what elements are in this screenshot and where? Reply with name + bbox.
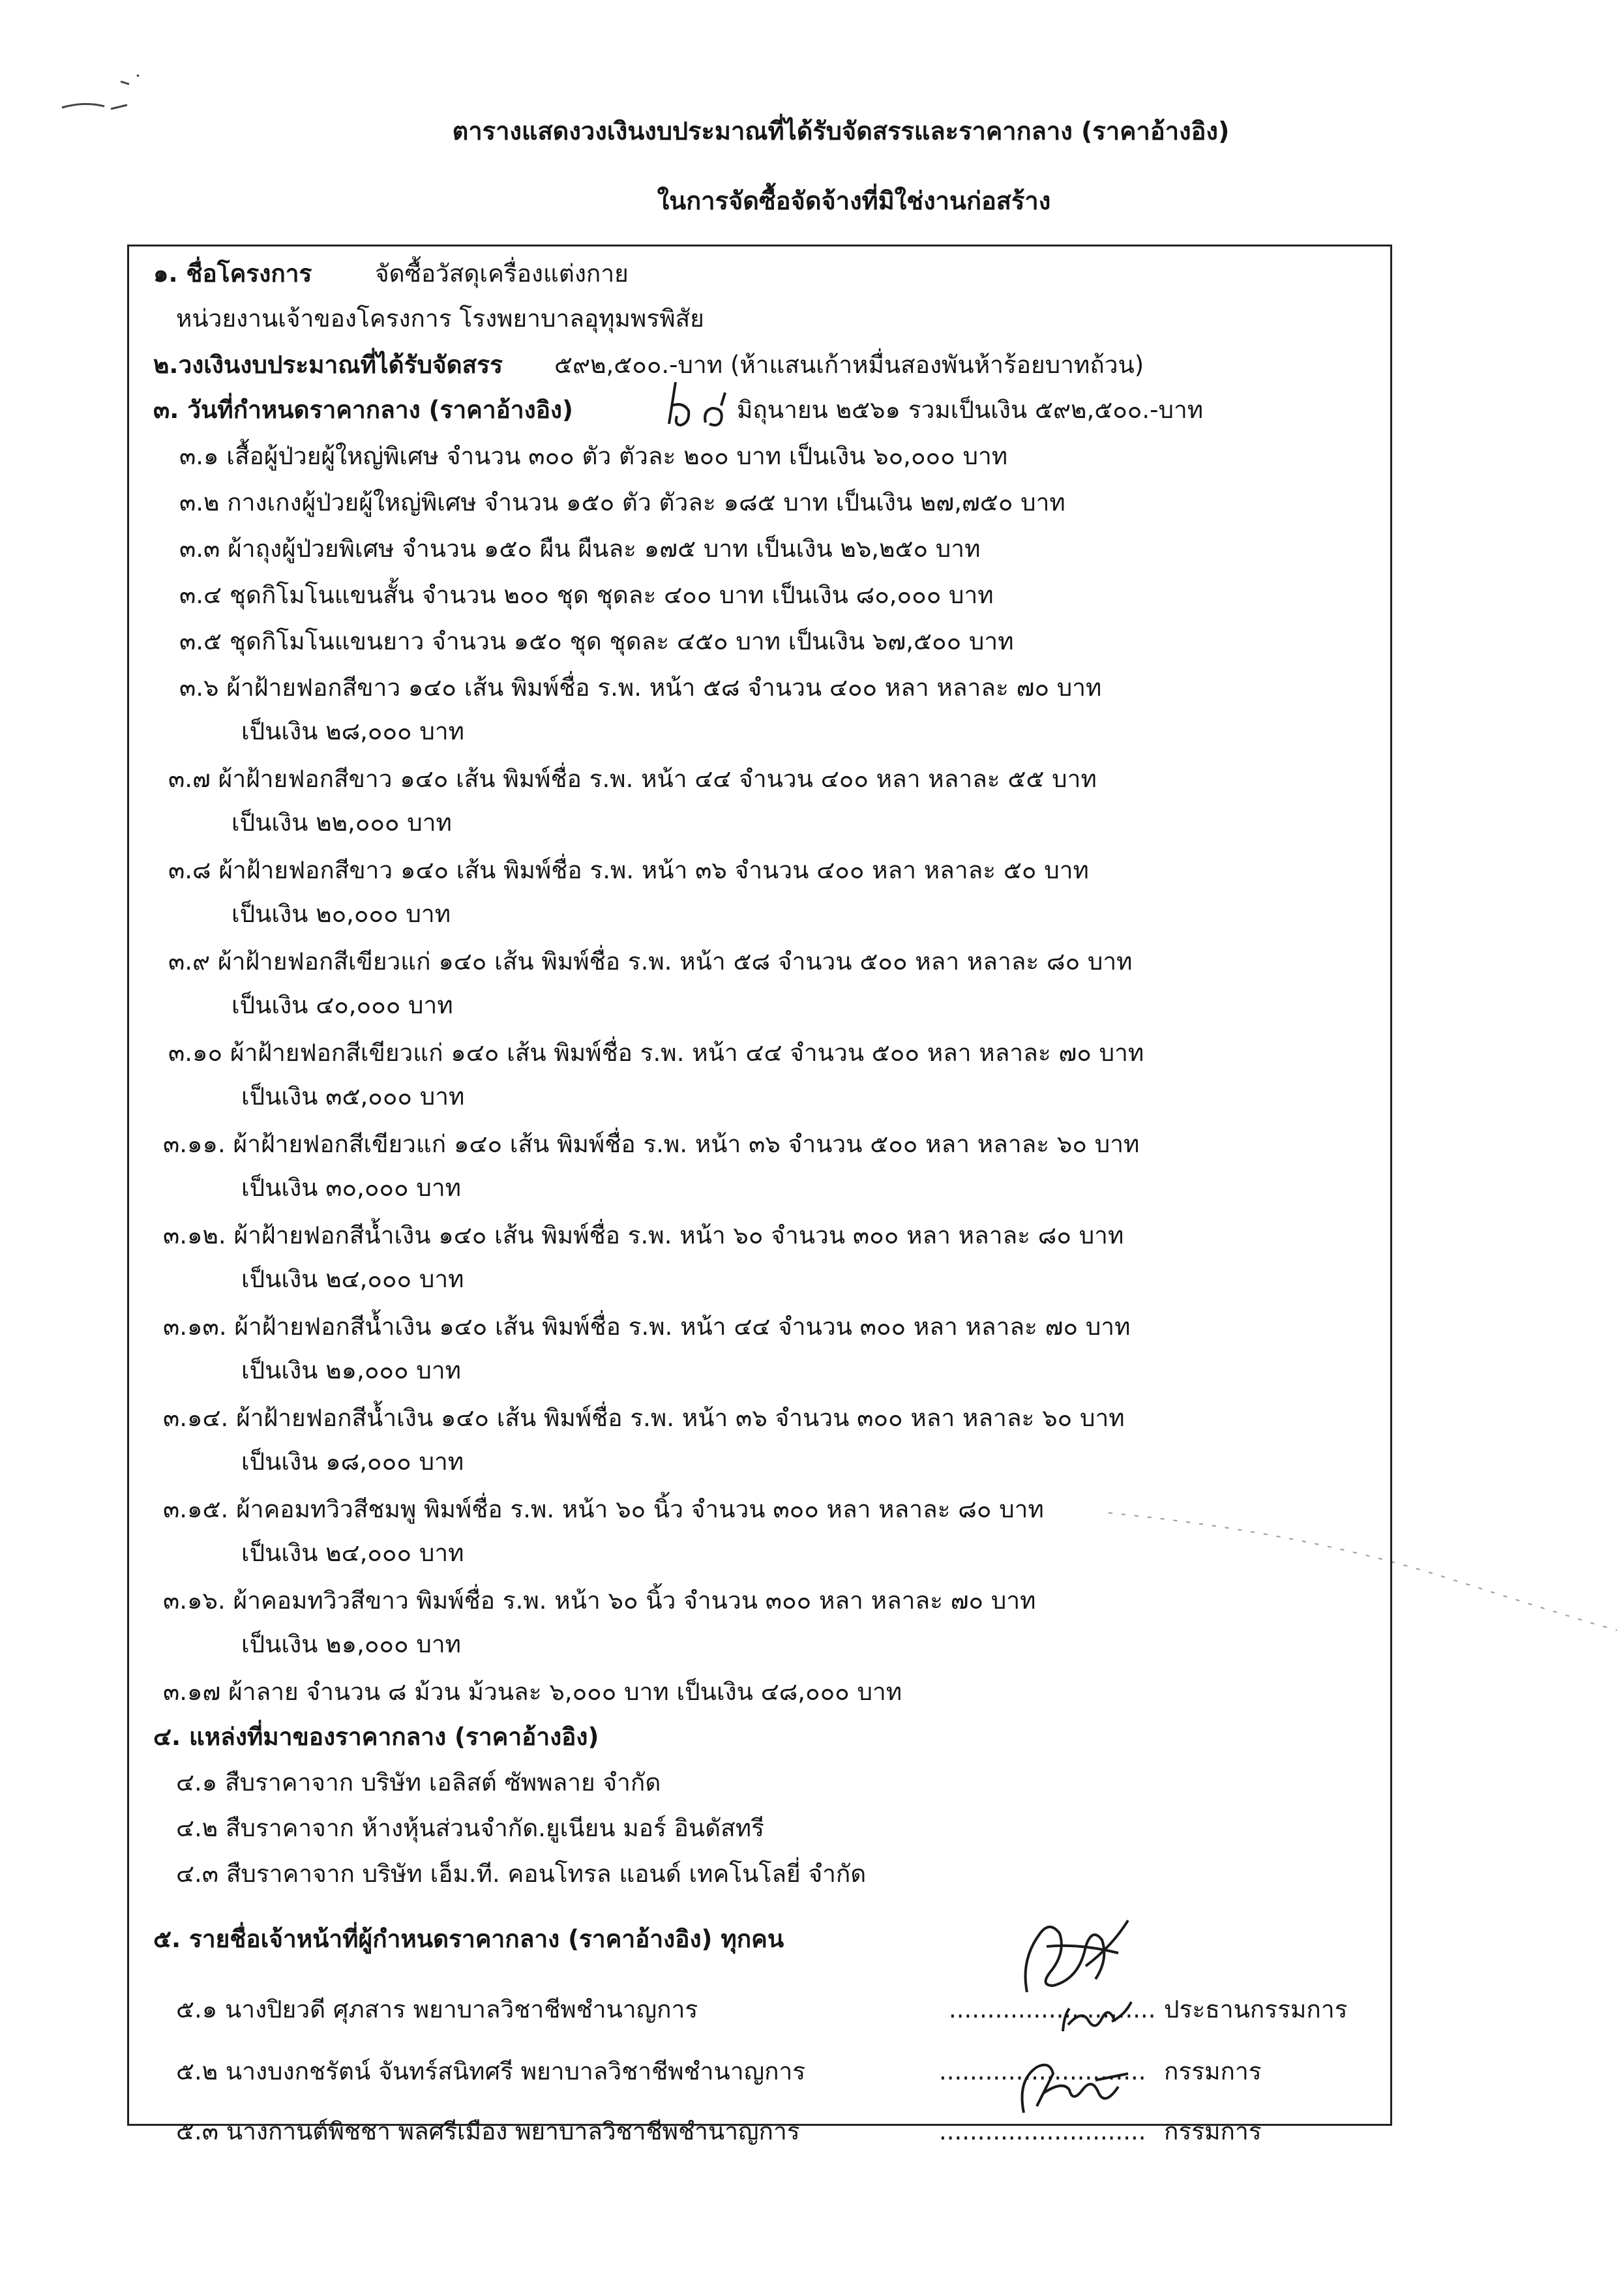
item-3-10-total: เป็นเงิน ๓๕,๐๐๐ บาท (241, 1082, 465, 1111)
item-3-13-total: เป็นเงิน ๒๑,๐๐๐ บาท (241, 1356, 461, 1384)
item-3-6: ๓.๖ ผ้าฝ้ายฟอกสีขาว ๑๔๐ เส้น พิมพ์ชื่อ ร.พ. หน้า ๕๘ จำนวน ๔๐๐ หลา หลาละ ๗๐ บาท (179, 674, 1102, 702)
item-3-11: ๓.๑๑. ผ้าฝ้ายฟอกสีเขียวแก่ ๑๔๐ เส้น พิมพ์ชื่อ ร.พ. หน้า ๓๖ จำนวน ๕๐๐ หลา หลาละ ๖๐ บาท (163, 1130, 1140, 1158)
source-4-1: ๔.๑ สืบราคาจาก บริษัท เอลิสต์ ซัพพลาย จำกัด (176, 1768, 661, 1797)
item-3-16: ๓.๑๖. ผ้าคอมทวิวสีขาว พิมพ์ชื่อ ร.พ. หน้า ๖๐ นิ้ว จำนวน ๓๐๐ หลา หลาละ ๗๐ บาท (163, 1587, 1036, 1615)
item-3-8-total: เป็นเงิน ๒๐,๐๐๐ บาท (231, 900, 451, 928)
item-3-7: ๓.๗ ผ้าฝ้ายฟอกสีขาว ๑๔๐ เส้น พิมพ์ชื่อ ร.พ. หน้า ๔๔ จำนวน ๔๐๐ หลา หลาละ ๕๕ บาท (168, 765, 1097, 793)
price-date-and-total: มิถุนายน ๒๕๖๑ รวมเป็นเงิน ๕๙๒,๕๐๐.-บาท (737, 396, 1204, 424)
officer-5-1-name: ๕.๑ นางปิยวดี ศุภสาร พยาบาลวิชาชีพชำนาญการ (176, 1995, 698, 2023)
section4-label: ๔. แหล่งที่มาของราคากลาง (ราคาอ้างอิง) (153, 1723, 599, 1751)
item-3-16-total: เป็นเงิน ๒๑,๐๐๐ บาท (241, 1630, 461, 1658)
item-3-5: ๓.๕ ชุดกิโมโนแขนยาว จำนวน ๑๕๐ ชุด ชุดละ ๔๕๐ บาท เป็นเงิน ๖๗,๕๐๐ บาท (179, 627, 1014, 655)
scan-mark-top-left (59, 62, 143, 114)
item-3-17: ๓.๑๗ ผ้าลาย จำนวน ๘ ม้วน ม้วนละ ๖,๐๐๐ บาท เป็นเงิน ๔๘,๐๐๐ บาท (163, 1678, 902, 1706)
item-3-4: ๓.๔ ชุดกิโมโนแขนสั้น จำนวน ๒๐๐ ชุด ชุดละ ๔๐๐ บาท เป็นเงิน ๘๐,๐๐๐ บาท (179, 581, 994, 609)
officer-5-3-signature-line: ........................... (939, 2117, 1146, 2145)
item-3-8: ๓.๘ ผ้าฝ้ายฟอกสีขาว ๑๔๐ เส้น พิมพ์ชื่อ ร.พ. หน้า ๓๖ จำนวน ๔๐๐ หลา หลาละ ๕๐ บาท (168, 856, 1089, 884)
item-3-11-total: เป็นเงิน ๓๐,๐๐๐ บาท (241, 1174, 461, 1202)
officer-5-3-name: ๕.๓ นางกานต์พิชชา พลศรีเมือง พยาบาลวิชาชีพชำนาญการ (176, 2117, 800, 2145)
project-name: จัดซื้อวัสดุเครื่องแต่งกาย (375, 260, 629, 288)
document-title: ตารางแสดงวงเงินงบประมาณที่ได้รับจัดสรรและราคากลาง (ราคาอ้างอิง) (452, 117, 1230, 145)
item-3-7-total: เป็นเงิน ๒๒,๐๐๐ บาท (231, 809, 452, 837)
officer-5-1-signature-line: ........................... (949, 1995, 1156, 2023)
document-subtitle: ในการจัดซื้อจัดจ้างที่มิใช่งานก่อสร้าง (657, 186, 1051, 215)
budget-value: ๕๙๒,๕๐๐.-บาท (ห้าแสนเก้าหมื่นสองพันห้าร้อยบาทถ้วน) (554, 351, 1144, 379)
source-4-3: ๔.๓ สืบราคาจาก บริษัท เอ็ม.ที. คอนโทรล แอนด์ เทคโนโลยี่ จำกัด (176, 1860, 867, 1888)
section2-label: ๒.วงเงินงบประมาณที่ได้รับจัดสรร (153, 351, 503, 379)
officer-5-2-signature-line: ........................... (939, 2057, 1146, 2085)
item-3-12-total: เป็นเงิน ๒๔,๐๐๐ บาท (241, 1265, 464, 1293)
project-owner: หน่วยงานเจ้าของโครงการ โรงพยาบาลอุทุมพรพิสัย (176, 305, 704, 333)
section5-label: ๕. รายชื่อเจ้าหน้าที่ผู้กำหนดราคากลาง (ราคาอ้างอิง) ทุกคน (153, 1925, 784, 1953)
section3-label: ๓. วันที่กำหนดราคากลาง (ราคาอ้างอิง) (153, 396, 573, 424)
signature-chairman (988, 1907, 1157, 2005)
handwritten-day-mark (657, 373, 742, 435)
item-3-14-total: เป็นเงิน ๑๘,๐๐๐ บาท (241, 1448, 464, 1476)
item-3-12: ๓.๑๒. ผ้าฝ้ายฟอกสีน้ำเงิน ๑๔๐ เส้น พิมพ์ชื่อ ร.พ. หน้า ๖๐ จำนวน ๓๐๐ หลา หลาละ ๘๐ บาท (163, 1221, 1124, 1249)
item-3-1: ๓.๑ เสื้อผู้ป่วยผู้ใหญ่พิเศษ จำนวน ๓๐๐ ตัว ตัวละ ๒๐๐ บาท เป็นเงิน ๖๐,๐๐๐ บาท (179, 442, 1008, 470)
item-3-3: ๓.๓ ผ้าถุงผู้ป่วยพิเศษ จำนวน ๑๕๐ ผืน ผืนละ ๑๗๕ บาท เป็นเงิน ๒๖,๒๕๐ บาท (179, 535, 981, 563)
section1-label: ๑. ชื่อโครงการ (153, 260, 312, 288)
item-3-14: ๓.๑๔. ผ้าฝ้ายฟอกสีน้ำเงิน ๑๔๐ เส้น พิมพ์ชื่อ ร.พ. หน้า ๓๖ จำนวน ๓๐๐ หลา หลาละ ๖๐ บาท (163, 1404, 1125, 1432)
item-3-13: ๓.๑๓. ผ้าฝ้ายฟอกสีน้ำเงิน ๑๔๐ เส้น พิมพ์ชื่อ ร.พ. หน้า ๔๔ จำนวน ๓๐๐ หลา หลาละ ๗๐ บาท (163, 1313, 1131, 1341)
item-3-10: ๓.๑๐ ผ้าฝ้ายฟอกสีเขียวแก่ ๑๔๐ เส้น พิมพ์ชื่อ ร.พ. หน้า ๔๔ จำนวน ๕๐๐ หลา หลาละ ๗๐ บาท (168, 1039, 1144, 1067)
officer-5-3-role: กรรมการ (1164, 2117, 1262, 2145)
item-3-9: ๓.๙ ผ้าฝ้ายฟอกสีเขียวแก่ ๑๔๐ เส้น พิมพ์ชื่อ ร.พ. หน้า ๕๘ จำนวน ๕๐๐ หลา หลาละ ๘๐ บาท (168, 947, 1133, 976)
officer-5-1-role: ประธานกรรมการ (1164, 1995, 1348, 2023)
item-3-6-total: เป็นเงิน ๒๘,๐๐๐ บาท (241, 717, 465, 745)
source-4-2: ๔.๒ สืบราคาจาก ห้างหุ้นส่วนจำกัด.ยูเนียน มอร์ อินดัสทรี (176, 1814, 764, 1842)
item-3-15: ๓.๑๕. ผ้าคอมทวิวสีชมพู พิมพ์ชื่อ ร.พ. หน้า ๖๐ นิ้ว จำนวน ๓๐๐ หลา หลาละ ๘๐ บาท (163, 1495, 1044, 1523)
item-3-15-total: เป็นเงิน ๒๔,๐๐๐ บาท (241, 1539, 464, 1567)
item-3-2: ๓.๒ กางเกงผู้ป่วยผู้ใหญ่พิเศษ จำนวน ๑๕๐ ตัว ตัวละ ๑๘๕ บาท เป็นเงิน ๒๗,๗๕๐ บาท (179, 488, 1065, 516)
officer-5-2-name: ๕.๒ นางบงกชรัตน์ จันทร์สนิทศรี พยาบาลวิชาชีพชำนาญการ (176, 2057, 806, 2085)
officer-5-2-role: กรรมการ (1164, 2057, 1262, 2085)
item-3-9-total: เป็นเงิน ๔๐,๐๐๐ บาท (231, 991, 453, 1019)
